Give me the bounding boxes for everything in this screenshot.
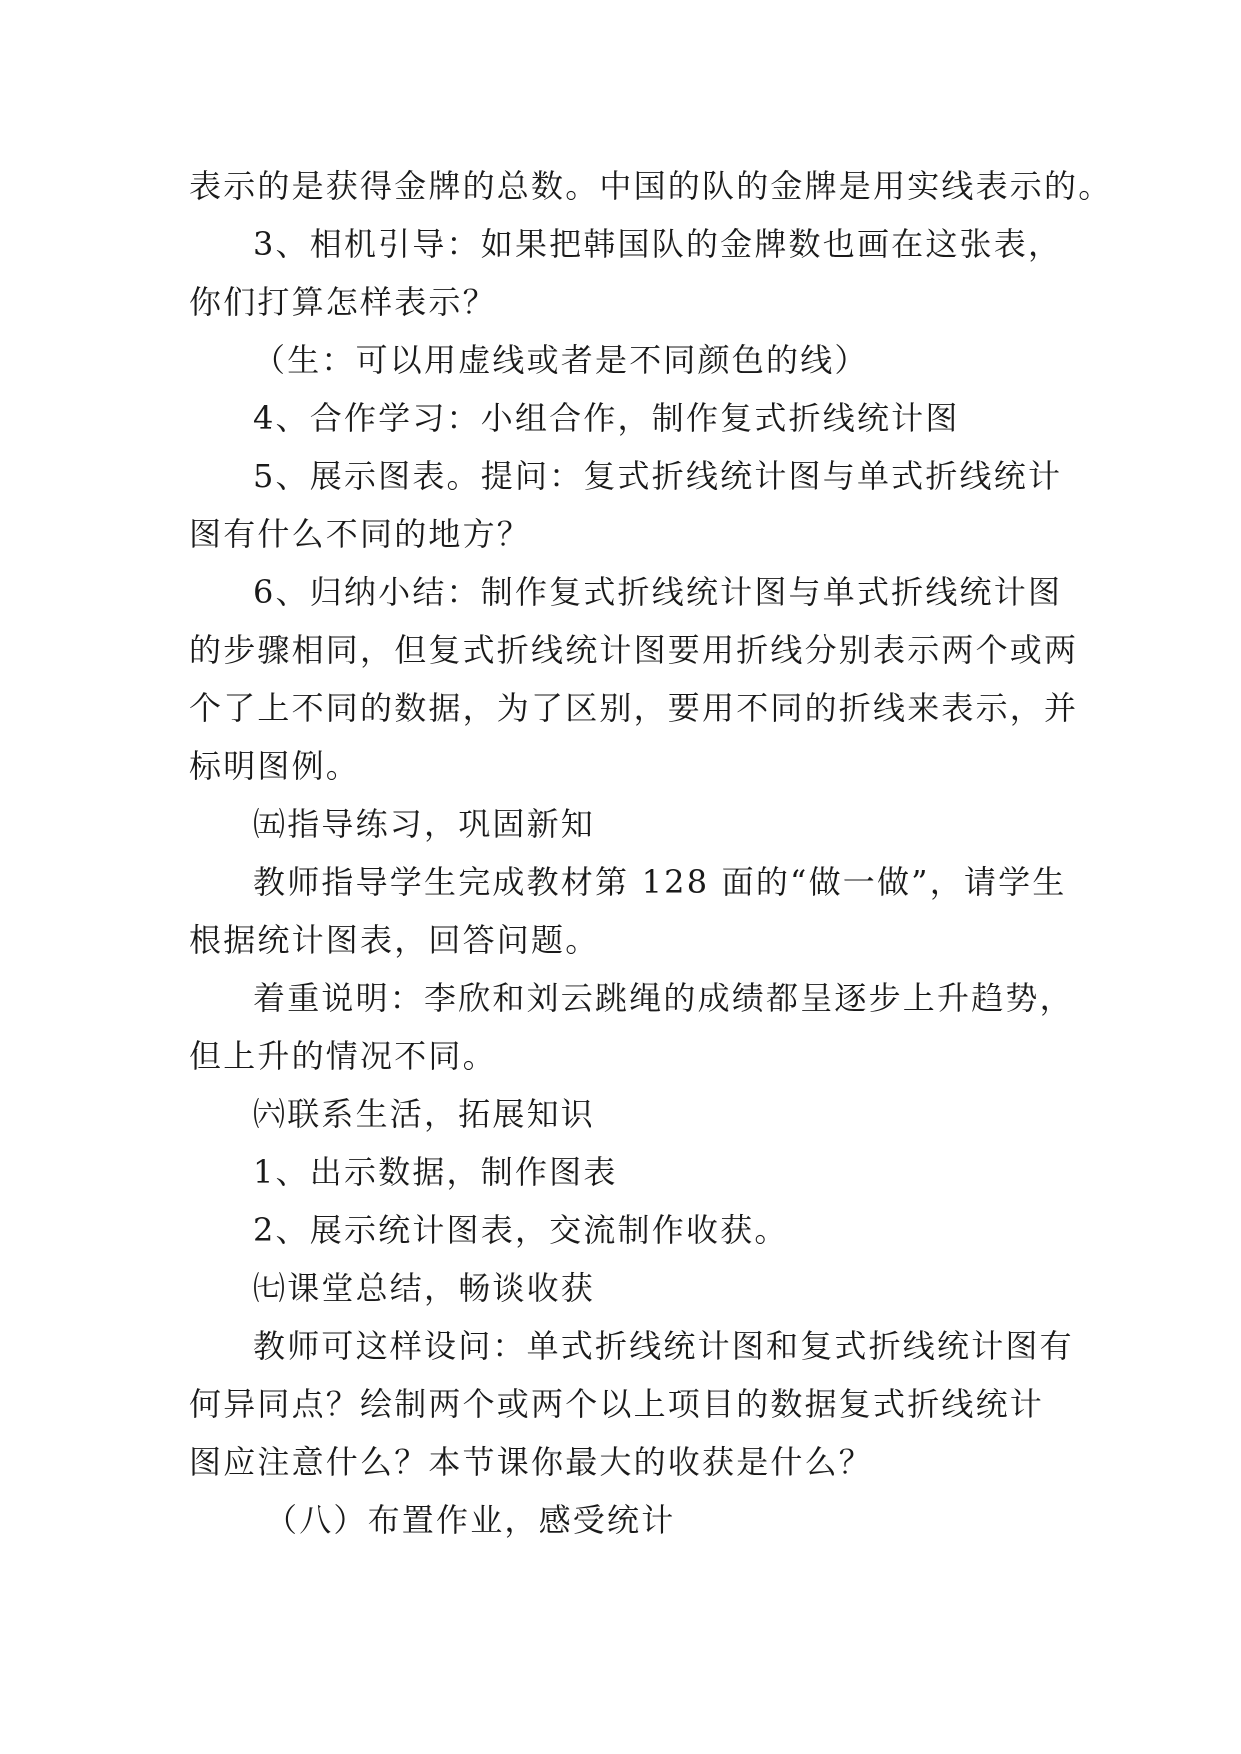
section-heading: ㈤指导练习，巩固新知 bbox=[253, 805, 596, 843]
paragraph-line: 的步骤相同，但复式折线统计图要用折线分别表示两个或两 bbox=[189, 631, 1079, 669]
paragraph-line: 个了上不同的数据，为了区别，要用不同的折线来表示，并 bbox=[189, 689, 1079, 727]
paragraph-line: 图有什么不同的地方？ bbox=[189, 515, 532, 553]
section-heading: （八）布置作业，感受统计 bbox=[265, 1501, 676, 1539]
paragraph-line: 1、出示数据，制作图表 bbox=[253, 1153, 618, 1191]
paragraph-line: 3、相机引导：如果把韩国队的金牌数也画在这张表， bbox=[253, 225, 1063, 263]
paragraph-line: 教师可这样设问：单式折线统计图和复式折线统计图有 bbox=[253, 1327, 1074, 1365]
paragraph-line: 4、合作学习：小组合作，制作复式折线统计图 bbox=[253, 399, 960, 437]
paragraph-line: 图应注意什么？本节课你最大的收获是什么？ bbox=[189, 1443, 874, 1481]
section-heading: ㈦课堂总结，畅谈收获 bbox=[253, 1269, 596, 1307]
paragraph-line: 但上升的情况不同。 bbox=[189, 1037, 497, 1075]
paragraph-line: 表示的是获得金牌的总数。中国的队的金牌是用实线表示的。 bbox=[189, 167, 1113, 205]
paragraph-line: 标明图例。 bbox=[189, 747, 361, 785]
paragraph-line: （生：可以用虚线或者是不同颜色的线） bbox=[253, 341, 869, 379]
paragraph-line: 5、展示图表。提问：复式折线统计图与单式折线统计 bbox=[253, 457, 1063, 495]
paragraph-line: 6、归纳小结：制作复式折线统计图与单式折线统计图 bbox=[253, 573, 1063, 611]
paragraph-line: 教师指导学生完成教材第 128 面的“做一做”，请学生 bbox=[253, 863, 1067, 901]
paragraph-line: 你们打算怎样表示？ bbox=[189, 283, 497, 321]
paragraph-line: 着重说明：李欣和刘云跳绳的成绩都呈逐步上升趋势， bbox=[253, 979, 1074, 1017]
paragraph-line: 何异同点？绘制两个或两个以上项目的数据复式折线统计 bbox=[189, 1385, 1045, 1423]
paragraph-line: 根据统计图表，回答问题。 bbox=[189, 921, 600, 959]
section-heading: ㈥联系生活，拓展知识 bbox=[253, 1095, 596, 1133]
paragraph-line: 2、展示统计图表，交流制作收获。 bbox=[253, 1211, 789, 1249]
